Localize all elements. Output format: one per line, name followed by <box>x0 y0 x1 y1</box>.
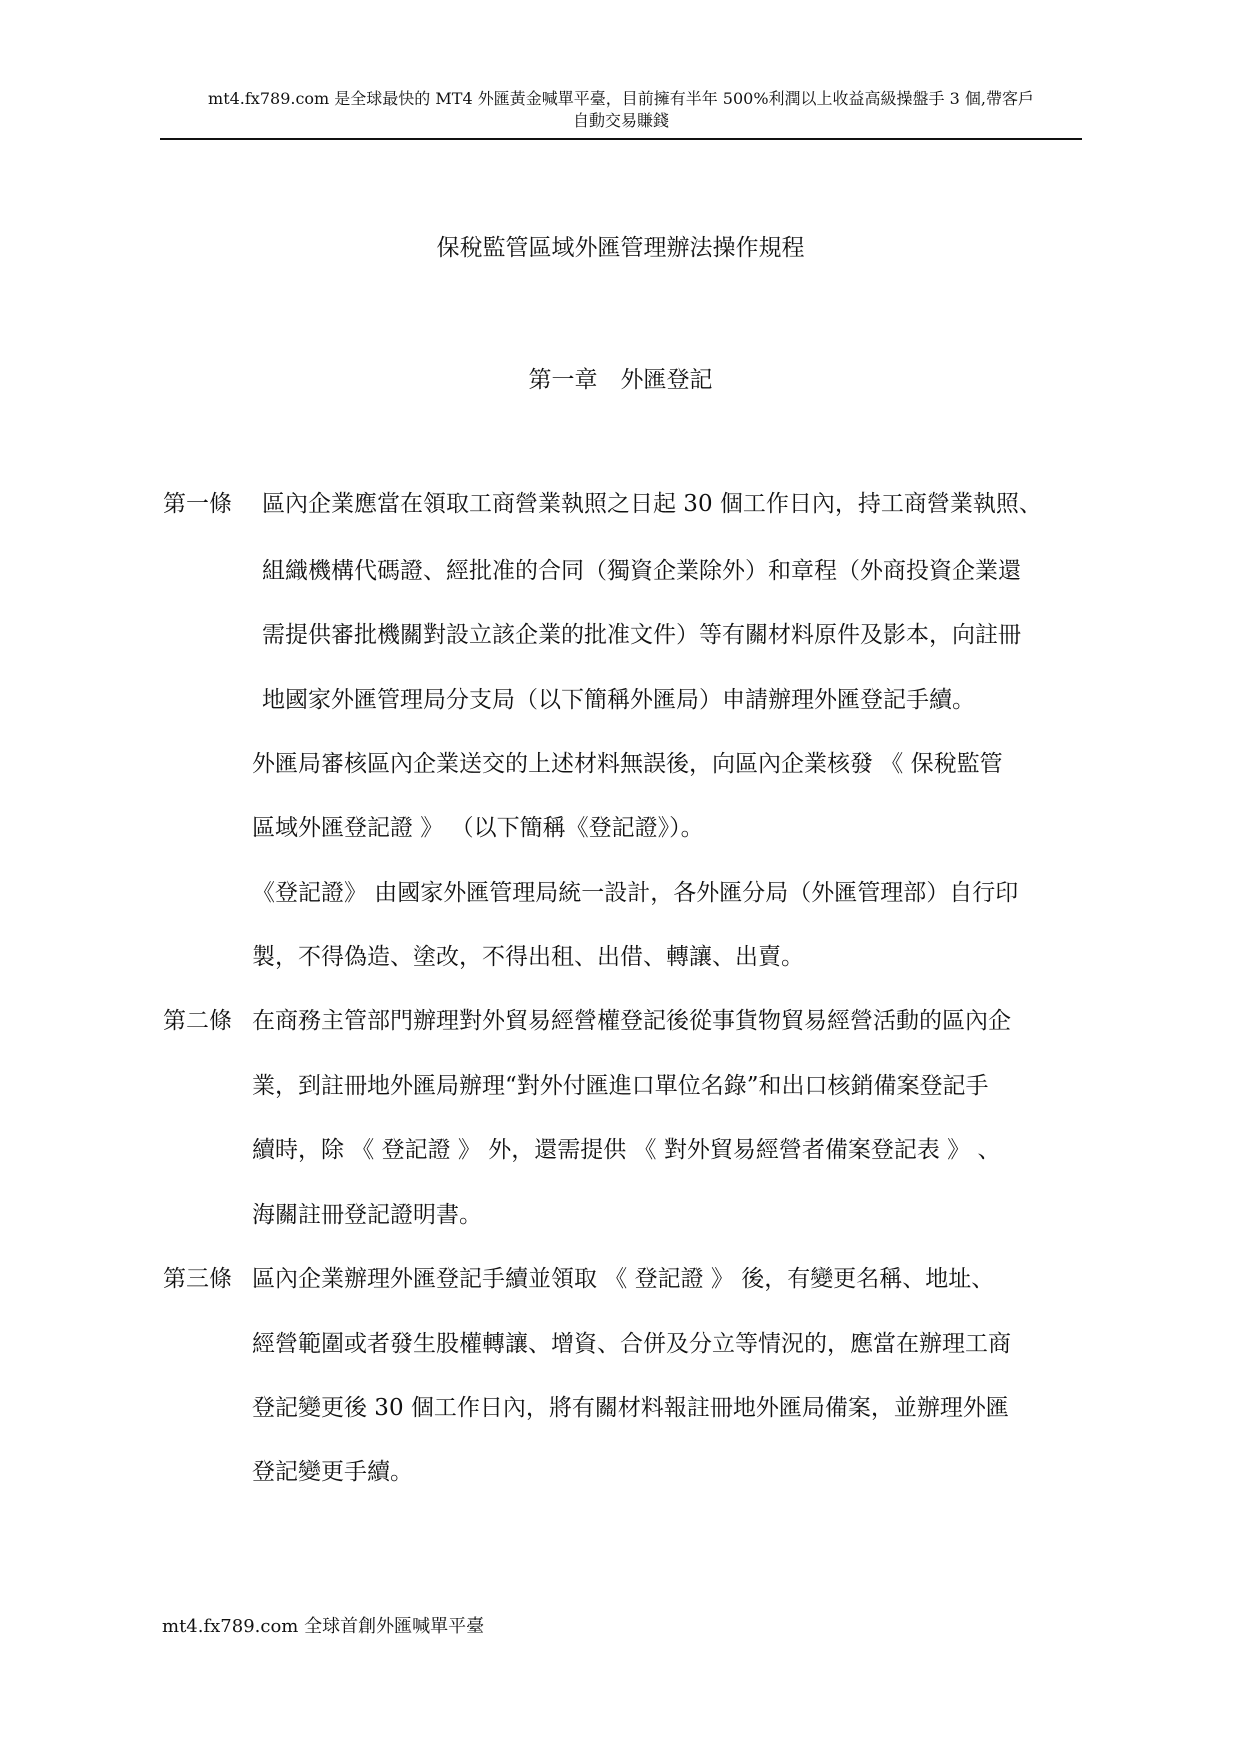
article-2-line-4: 海關註冊登記證明書。 <box>252 1202 482 1228</box>
article-1-label: 第一條 <box>163 491 232 517</box>
header-rule <box>160 138 1082 140</box>
article-2-label: 第二條 <box>163 1008 232 1034</box>
article-1-line-6: 區域外匯登記證 》 （以下簡稱《登記證》）。 <box>252 815 704 841</box>
document-title: 保稅監管區域外匯管理辦法操作規程 <box>436 235 805 261</box>
article-3-label: 第三條 <box>163 1266 232 1292</box>
chapter-heading: 第一章 外匯登記 <box>528 367 713 393</box>
article-3-line-3: 登記變更後 30 個工作日內，將有關材料報註冊地外匯局備案，並辦理外匯 <box>252 1395 1009 1421</box>
article-1-line-4: 地國家外匯管理局分支局（以下簡稱外匯局）申請辦理外匯登記手續。 <box>262 687 975 713</box>
page-footer: mt4.fx789.com 全球首創外匯喊單平臺 <box>162 1616 485 1637</box>
article-3-line-1: 區內企業辦理外匯登記手續並領取 《 登記證 》 後，有變更名稱、地址、 <box>252 1266 995 1292</box>
article-1-line-1: 區內企業應當在領取工商營業執照之日起 30 個工作日內，持工商營業執照、 <box>262 491 1042 517</box>
article-1-line-2: 組織機構代碼證、經批准的合同（獨資企業除外）和章程（外商投資企業還 <box>262 558 1021 584</box>
article-1-line-7: 《登記證》 由國家外匯管理局統一設計，各外匯分局（外匯管理部）自行印 <box>252 880 1019 906</box>
page-header <box>162 88 1080 132</box>
header-line-1: mt4.fx789.com 是全球最快的 MT4 外匯黃金喊單平臺，目前擁有半年 500%利潤以上收益高級操盤手 3 個,帶客戶 <box>208 89 1034 108</box>
article-3-line-4: 登記變更手續。 <box>252 1459 413 1485</box>
header-line-2: 自動交易賺錢 <box>572 111 669 130</box>
article-1-line-8: 製，不得偽造、塗改，不得出租、出借、轉讓、出賣。 <box>252 944 804 970</box>
article-1-line-5: 外匯局審核區內企業送交的上述材料無誤後，向區內企業核發 《 保稅監管 <box>252 751 1003 777</box>
article-1-line-3: 需提供審批機關對設立該企業的批准文件）等有關材料原件及影本，向註冊 <box>262 622 1021 648</box>
article-2-line-3: 續時，除 《 登記證 》 外，還需提供 《 對外貿易經營者備案登記表 》 、 <box>252 1137 1001 1163</box>
article-2-line-2: 業，到註冊地外匯局辦理“對外付匯進口單位名錄”和出口核銷備案登記手 <box>252 1073 989 1099</box>
article-3-line-2: 經營範圍或者發生股權轉讓、增資、合併及分立等情況的，應當在辦理工商 <box>252 1331 1011 1357</box>
article-2-line-1: 在商務主管部門辦理對外貿易經營權登記後從事貨物貿易經營活動的區內企 <box>252 1008 1011 1034</box>
